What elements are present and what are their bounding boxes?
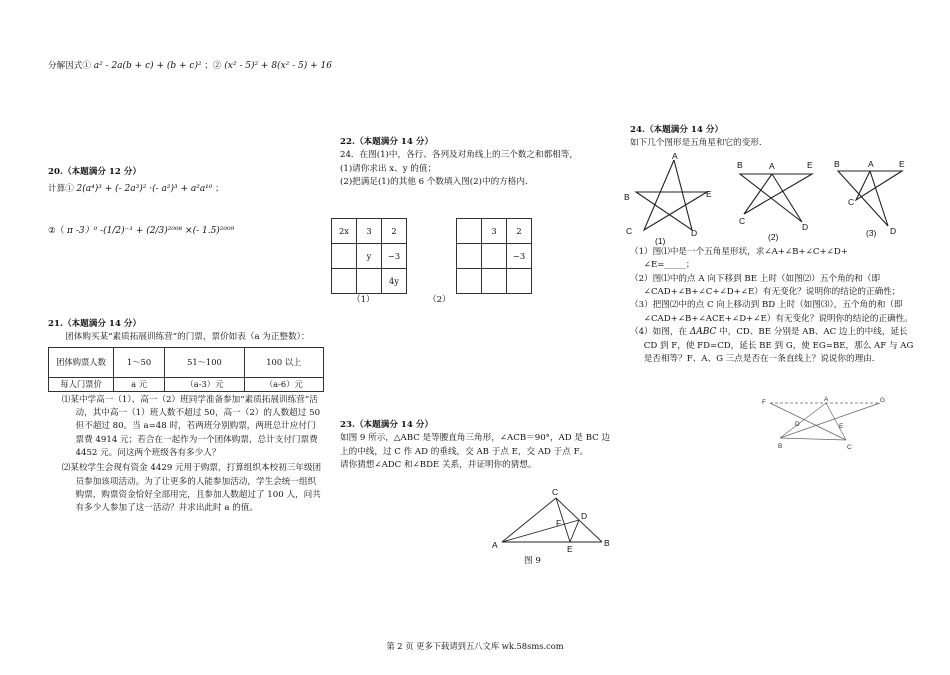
grid-cell: 2 <box>382 219 407 244</box>
q20-label-2: ②（ <box>48 226 65 237</box>
point-label-a: A <box>492 540 498 550</box>
q24-figure-1 <box>622 150 722 246</box>
grid-cell: −3 <box>382 244 407 269</box>
segment-ab <box>780 403 826 438</box>
point-label-b: B <box>737 160 743 170</box>
point-label-f: F <box>556 518 562 528</box>
point-label-d: D <box>691 228 698 238</box>
q20-section <box>48 166 338 239</box>
factorization-expr-1: a² - 2a(b + c) + (b + c)² <box>93 61 202 71</box>
q24-figure-4 <box>758 392 890 454</box>
segment-de <box>570 520 579 542</box>
grid-row <box>332 219 407 244</box>
q22-part-2: (2)把满足(1)的其他 6 个数填入图(2)中的方格内． <box>340 176 534 187</box>
segment-ac <box>502 498 556 542</box>
grid-row <box>457 219 532 244</box>
q20-expr1-line <box>48 183 338 197</box>
q24-questions <box>630 246 916 366</box>
q21-title: 21.（本题满分 14 分） <box>48 319 142 329</box>
grid-cell: 4y <box>382 269 407 294</box>
grid-cell <box>357 269 382 294</box>
q20-calc-label: 计算① <box>48 184 74 195</box>
grid-row <box>332 244 407 269</box>
q24-part-4b: 中，CD、BE 分别是 AB、AC 边上的中线，延长 CD 到 F，使 FD=CD，延长 BE 到 G，使 EG=BE，那么 AF 与 AG 是否相等？F、A、G 三点是否在一条直线上？说说你的理由. <box>643 326 914 365</box>
q22-grid-1-label: （1） <box>352 295 375 305</box>
point-label-b: B <box>778 443 783 450</box>
q24-part-4a: （4）如图，在 <box>630 326 690 337</box>
grid-cell <box>332 269 357 294</box>
grid-cell <box>457 219 482 244</box>
q23-figure <box>490 486 620 568</box>
point-label-e: E <box>567 544 573 554</box>
star-outline <box>740 174 812 222</box>
point-label-e: E <box>706 189 712 199</box>
q21-part-2: ⑵某校学生会现有资金 4429 元用于购票，打算组织本校初三年级团员参加该项活动。为了让更多的人能参加活动，学生会统一组织购票，购票资金恰好全部用完，且参加人数超过了 100 人，问共有多少人参加了这一活动？并求出此时 a 的值。 <box>61 463 322 514</box>
q24-part-4-triangle: ΔABC <box>689 326 717 337</box>
grid-cell: y <box>357 244 382 269</box>
grid-cell <box>482 244 507 269</box>
grid-row <box>332 269 407 294</box>
point-label-b: B <box>624 192 630 202</box>
table-cell: a 元 <box>114 377 165 391</box>
table-row <box>49 377 324 391</box>
point-label-d: D <box>890 226 897 236</box>
figure-label-3: (3) <box>866 228 877 238</box>
q22-grid-1 <box>331 218 407 294</box>
q20-expr2-line <box>48 225 338 239</box>
q24-part-1b: ∠E=_____； <box>643 260 695 271</box>
q21-section <box>48 318 324 515</box>
q23-title: 23.（本题满分 14 分） <box>340 420 434 430</box>
point-label-c: C <box>626 226 633 236</box>
grid-cell: 3 <box>357 219 382 244</box>
grid-cell <box>457 244 482 269</box>
factorization-line <box>48 60 348 74</box>
grid-cell <box>482 269 507 294</box>
q21-intro: 团体购买某“素质拓展训练营”的门票，票价如表（a 为正整数）： <box>65 332 310 343</box>
q24-intro: 如下几个图形是五角星和它的变形. <box>630 138 762 149</box>
grid-cell: −3 <box>507 244 532 269</box>
point-label-a: A <box>769 161 775 171</box>
point-label-d: D <box>581 511 588 521</box>
table-cell: 51～100 <box>165 347 244 377</box>
q24-part-2: （2）图⑴中的点 A 向下移到 BE 上时（如图⑵）五个角的和（即∠CAD+∠B+∠C+∠D+∠E）有无变化？说明你的结论的正确性； <box>630 273 901 297</box>
point-label-c: C <box>848 197 855 207</box>
q23-fig-caption: 图 9 <box>524 556 541 566</box>
grid-cell: 3 <box>482 219 507 244</box>
q24-figure-3 <box>832 156 912 240</box>
q22-grid-2 <box>456 218 532 294</box>
factorization-sep: ；② <box>204 61 222 71</box>
grid-cell <box>332 244 357 269</box>
factorization-label: 分解因式① <box>48 61 91 71</box>
segment-fc <box>770 403 846 440</box>
q24-header <box>630 124 910 151</box>
point-label-g: G <box>880 397 886 404</box>
segment-ad <box>502 520 579 542</box>
q23-section <box>340 419 612 472</box>
point-label-c: C <box>739 216 746 226</box>
q21-price-table <box>48 347 324 392</box>
point-label-c: C <box>847 444 852 451</box>
q20-expr-1: 2(a⁴)³ + (- 2a³)² ·(- a²)³ + a²a¹⁰ <box>76 184 213 195</box>
point-label-a: A <box>868 159 874 169</box>
q22-section <box>340 136 598 189</box>
q23-text-2: 请你猜想∠ADC 和∠BDE 关系，并证明你的猜想。 <box>340 459 537 470</box>
point-label-e: E <box>839 423 844 430</box>
segment-ac <box>826 403 846 440</box>
point-label-b: B <box>604 538 610 548</box>
point-label-c: C <box>552 487 559 497</box>
point-label-e: E <box>807 160 813 170</box>
q22-grid-2-label: （2） <box>428 295 451 305</box>
figure-label-1: (1) <box>655 236 666 246</box>
table-cell: 1～50 <box>114 347 165 377</box>
table-cell: 100 以上 <box>244 347 323 377</box>
point-label-d: D <box>802 222 809 232</box>
table-cell: （a-6）元 <box>244 377 323 391</box>
figure-label-2: (2) <box>768 232 779 242</box>
q22-title: 22.（本题满分 14 分） <box>340 137 434 147</box>
table-cell: （a-3）元 <box>165 377 244 391</box>
factorization-expr-2: (x² - 5)² + 8(x² - 5) + 16 <box>224 61 332 71</box>
q24-title: 24.（本题满分 14 分） <box>630 125 724 135</box>
q23-text-1: 如图 9 所示，△ABC 是等腰直角三角形，∠ACB＝90°，AD 是 BC 边上的中线，过 C 作 AD 的垂线，交 AB 于点 E，交 AD 于点 F。 <box>340 433 611 457</box>
q22-intro: 24．在图(1)中，各行、各列及对角线上的三个数之和都相等， <box>340 150 578 161</box>
grid-cell: 2x <box>332 219 357 244</box>
table-cell: 每人门票价 <box>49 377 114 391</box>
table-row <box>49 347 324 377</box>
point-label-a: A <box>672 151 678 161</box>
point-label-b: B <box>834 159 840 169</box>
q24-figure-2 <box>732 156 824 242</box>
grid-row <box>457 244 532 269</box>
grid-cell: 2 <box>507 219 532 244</box>
segment-bc <box>780 438 846 440</box>
q20-title: 20.（本题满分 12 分） <box>48 167 142 177</box>
q20-sep: ； <box>215 184 224 195</box>
q24-part-1a: （1）图⑴中是一个五角星形状，求∠A+∠B+∠C+∠D+ <box>630 247 848 257</box>
q20-expr-2: π -3）⁰ -(1/2)⁻¹ + (2/3)²⁰⁰⁸ ×(- 1.5)²⁰⁰⁹ <box>67 226 235 237</box>
point-label-e: E <box>899 159 905 169</box>
table-cell: 团体购票人数 <box>49 347 114 377</box>
page-footer: 第 2 页 更多下载请到五八文库 wk.58sms.com <box>386 641 564 651</box>
star-outline <box>636 160 707 230</box>
q24-part-4 <box>630 326 916 367</box>
point-label-d: D <box>795 421 800 428</box>
q24-part-3: （3）把图⑵中的点 C 向上移动到 BD 上时（如图⑶），五个角的和（即∠CAD+∠B+∠ACE+∠D+∠E）有无变化？说明你的结论的正确性。 <box>630 300 913 324</box>
grid-cell <box>507 269 532 294</box>
grid-cell <box>457 269 482 294</box>
q22-part-1: (1)请你求出 x、y 的值； <box>340 163 437 174</box>
point-label-f: F <box>762 399 766 406</box>
grid-row <box>457 269 532 294</box>
point-label-a: A <box>824 396 829 403</box>
q21-part-1: ⑴某中学高一（1）、高一（2）班同学准备参加“素质拓展训练营”活动，其中高一（1）班人数不超过 50，高一（2）的人数超过 50 但不超过 80。当 a=48 时，若两班分别购票，两班总计应付门票费 4914 元；若合在一起作为一个团体购票，总计支付门票费 4452 元。问这两个班级各有多少人？ <box>61 394 321 458</box>
